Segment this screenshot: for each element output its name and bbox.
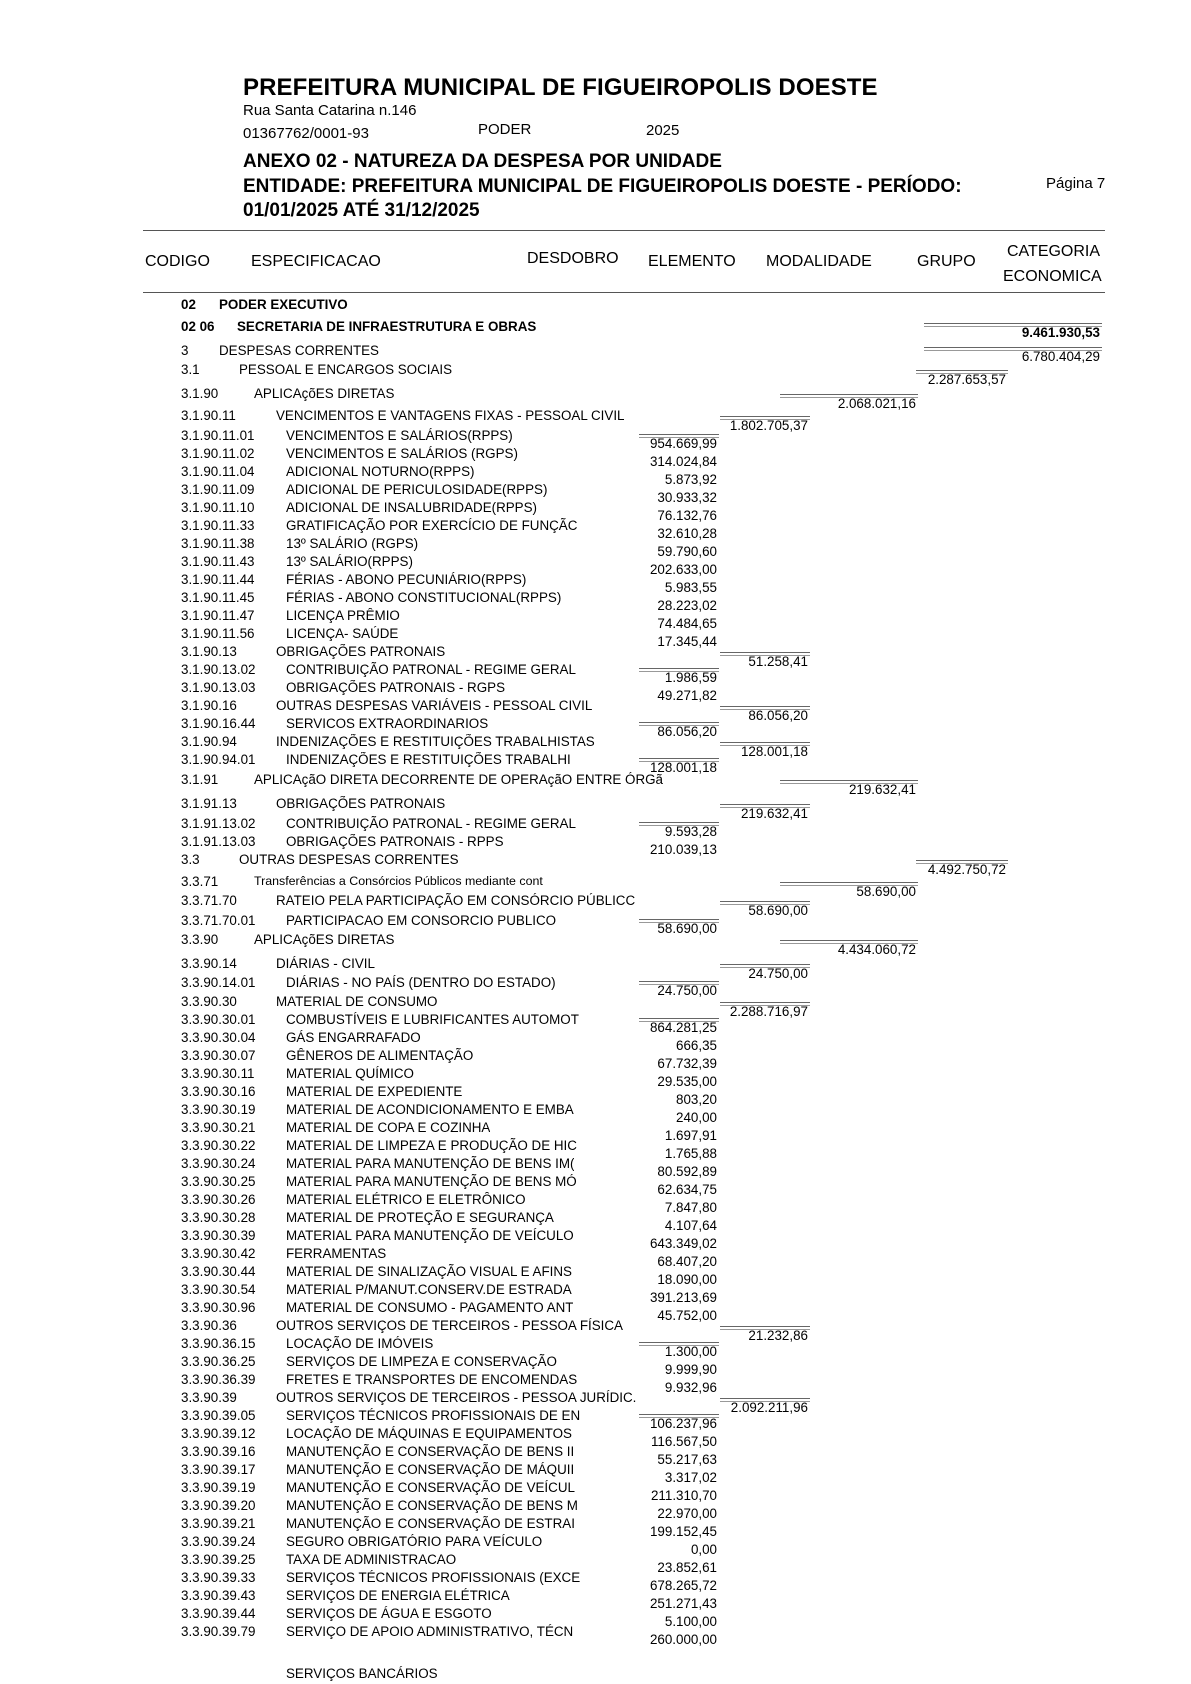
row-desdobro-value: 74.484,65 bbox=[657, 616, 717, 631]
row-description: INDENIZAÇÕES E RESTITUIÇÕES TRABALHI bbox=[286, 752, 571, 767]
row-desdobro-value: 864.281,25 bbox=[649, 1020, 717, 1035]
row-code: 3.3.90.39.43 bbox=[181, 1588, 256, 1603]
row-description: OBRIGAÇÕES PATRONAIS bbox=[276, 644, 446, 659]
row-code: 3.3.71.70 bbox=[181, 893, 237, 908]
row-code: 3.1.90.11.01 bbox=[181, 428, 255, 443]
row-description: FERRAMENTAS bbox=[286, 1246, 387, 1261]
row-grupo-value: 2.287.653,57 bbox=[927, 372, 1006, 387]
row-description: ADICIONAL NOTURNO(RPPS) bbox=[286, 464, 475, 479]
row-desdobro-value: 260.000,00 bbox=[649, 1632, 717, 1647]
row-code: 3.3.90.39.19 bbox=[181, 1480, 256, 1495]
row-code: 3.3.90.36.25 bbox=[181, 1354, 256, 1369]
value-rule bbox=[720, 1326, 810, 1330]
row-desdobro-value: 24.750,00 bbox=[657, 983, 717, 998]
row-code: 3.1.91.13.03 bbox=[181, 834, 256, 849]
row-code: 3.3.90.14.01 bbox=[181, 975, 256, 990]
value-rule bbox=[924, 347, 1102, 351]
row-code: 3.1.91.13.02 bbox=[181, 816, 256, 831]
row-code: 3.1.90.11.56 bbox=[181, 626, 255, 641]
row-code: 3.3.90.39.05 bbox=[181, 1408, 256, 1423]
row-description: MANUTENÇÃO E CONSERVAÇÃO DE VEÍCUL bbox=[286, 1480, 575, 1495]
row-description: LOCAÇÃO DE IMÓVEIS bbox=[286, 1336, 434, 1351]
row-description: OUTROS SERVIÇOS DE TERCEIROS - PESSOA JURÍDIC. bbox=[276, 1390, 637, 1405]
row-description: LICENÇA PRÊMIO bbox=[286, 608, 400, 623]
row-code: 3.3.90.30.16 bbox=[181, 1084, 256, 1099]
row-desdobro-value: 29.535,00 bbox=[657, 1074, 717, 1089]
row-desdobro-value: 240,00 bbox=[676, 1110, 717, 1125]
row-description: MATERIAL DE EXPEDIENTE bbox=[286, 1084, 463, 1099]
row-desdobro-value: 49.271,82 bbox=[657, 688, 717, 703]
value-rule bbox=[639, 981, 719, 985]
row-desdobro-value: 202.633,00 bbox=[649, 562, 717, 577]
row-desdobro-value: 9.999,90 bbox=[664, 1362, 717, 1377]
row-desdobro-value: 18.090,00 bbox=[657, 1272, 717, 1287]
row-code: 3.3.90.30.21 bbox=[181, 1120, 256, 1135]
row-categoria-value: 6.780.404,29 bbox=[1021, 349, 1100, 364]
row-desdobro-value: 251.271,43 bbox=[649, 1596, 717, 1611]
row-description: ADICIONAL DE PERICULOSIDADE(RPPS) bbox=[286, 482, 548, 497]
row-desdobro-value: 30.933,32 bbox=[657, 490, 717, 505]
row-description: MANUTENÇÃO E CONSERVAÇÃO DE ESTRAI bbox=[286, 1516, 575, 1531]
row-desdobro-value: 45.752,00 bbox=[657, 1308, 717, 1323]
row-code: 3.3.90.39.20 bbox=[181, 1498, 256, 1513]
row-description: VENCIMENTOS E SALÁRIOS (RGPS) bbox=[286, 446, 518, 461]
row-code: 3.1.90.11.09 bbox=[181, 482, 255, 497]
row-description: OBRIGAÇÕES PATRONAIS - RPPS bbox=[286, 834, 504, 849]
row-code: 3.1.90.94.01 bbox=[181, 752, 256, 767]
value-rule bbox=[720, 901, 810, 905]
row-code: 3.3.90.36.39 bbox=[181, 1372, 256, 1387]
row-code: 3.3.90.39.24 bbox=[181, 1534, 256, 1549]
row-code: 3.3.90.30.28 bbox=[181, 1210, 256, 1225]
value-rule bbox=[780, 780, 918, 784]
value-rule bbox=[720, 652, 810, 656]
col-grupo: GRUPO bbox=[917, 253, 976, 270]
row-elemento-value: 51.258,41 bbox=[748, 654, 808, 669]
value-rule bbox=[720, 964, 810, 968]
row-description: 13º SALÁRIO(RPPS) bbox=[286, 554, 413, 569]
row-modalidade-value: 219.632,41 bbox=[848, 782, 916, 797]
row-desdobro-value: 391.213,69 bbox=[649, 1290, 717, 1305]
row-code: 3.3.90.30.24 bbox=[181, 1156, 256, 1171]
row-desdobro-value: 80.592,89 bbox=[657, 1164, 717, 1179]
row-description: MATERIAL DE ACONDICIONAMENTO E EMBA bbox=[286, 1102, 574, 1117]
row-description: MATERIAL DE CONSUMO - PAGAMENTO ANT bbox=[286, 1300, 574, 1315]
row-code: 3.3.90.30.96 bbox=[181, 1300, 256, 1315]
row-code: 3.3.90.36.15 bbox=[181, 1336, 256, 1351]
row-description: ADICIONAL DE INSALUBRIDADE(RPPS) bbox=[286, 500, 538, 515]
row-elemento-value: 1.802.705,37 bbox=[729, 418, 808, 433]
row-code: 3.1.90.11.43 bbox=[181, 554, 255, 569]
row-code: 3.3.90.30.04 bbox=[181, 1030, 256, 1045]
row-desdobro-value: 9.932,96 bbox=[664, 1380, 717, 1395]
row-description: MANUTENÇÃO E CONSERVAÇÃO DE BENS II bbox=[286, 1444, 575, 1459]
row-elemento-value: 86.056,20 bbox=[748, 708, 808, 723]
row-code: 3.1.90 bbox=[181, 386, 219, 401]
row-description: CONTRIBUIÇÃO PATRONAL - REGIME GERAL bbox=[286, 662, 576, 677]
row-desdobro-value: 22.970,00 bbox=[657, 1506, 717, 1521]
row-description: SERVIÇOS DE LIMPEZA E CONSERVAÇÃO bbox=[286, 1354, 557, 1369]
row-code: 3.3.90.39.44 bbox=[181, 1606, 256, 1621]
row-description: MATERIAL DE LIMPEZA E PRODUÇÃO DE HIC bbox=[286, 1138, 577, 1153]
row-description: CONTRIBUIÇÃO PATRONAL - REGIME GERAL bbox=[286, 816, 576, 831]
row-desdobro-value: 76.132,76 bbox=[657, 508, 717, 523]
row-code: 3.1.90.11.44 bbox=[181, 572, 255, 587]
row-description: 13º SALÁRIO (RGPS) bbox=[286, 536, 419, 551]
row-desdobro-value: 7.847,80 bbox=[664, 1200, 717, 1215]
row-desdobro-value: 678.265,72 bbox=[649, 1578, 717, 1593]
row-description: APLICAçõES DIRETAS bbox=[254, 386, 395, 401]
row-code: 3.3.90.39.25 bbox=[181, 1552, 256, 1567]
row-description: VENCIMENTOS E SALÁRIOS(RPPS) bbox=[286, 428, 513, 443]
row-code: 3.1.90.13.02 bbox=[181, 662, 256, 677]
row-description: APLICAçãO DIRETA DECORRENTE DE OPERAçãO ENTRE ÓRGã bbox=[254, 772, 663, 787]
row-description: APLICAçõES DIRETAS bbox=[254, 932, 395, 947]
row-code: 3.3.90.30.44 bbox=[181, 1264, 256, 1279]
row-code: 3.3.90 bbox=[181, 932, 219, 947]
row-description: GÁS ENGARRAFADO bbox=[286, 1030, 421, 1045]
row-code: 3.1.90.11.45 bbox=[181, 590, 255, 605]
row-desdobro-value: 314.024,84 bbox=[649, 454, 717, 469]
row-elemento-value: 2.288.716,97 bbox=[729, 1004, 808, 1019]
entity-line-1: ENTIDADE: PREFEITURA MUNICIPAL DE FIGUEIROPOLIS DOESTE - PERÍODO: bbox=[243, 176, 962, 197]
row-desdobro-value: 1.697,91 bbox=[664, 1128, 717, 1143]
value-rule bbox=[720, 1398, 810, 1402]
col-desdobro: DESDOBRO bbox=[527, 250, 619, 267]
row-desdobro-value: 28.223,02 bbox=[657, 598, 717, 613]
row-description: Transferências a Consórcios Públicos mediante cont bbox=[254, 874, 543, 888]
col-elemento: ELEMENTO bbox=[648, 253, 736, 270]
row-desdobro-value: 55.217,63 bbox=[657, 1452, 717, 1467]
row-modalidade-value: 58.690,00 bbox=[856, 884, 916, 899]
row-desdobro-value: 23.852,61 bbox=[657, 1560, 717, 1575]
row-elemento-value: 24.750,00 bbox=[748, 966, 808, 981]
row-code: 3.1.90.11.33 bbox=[181, 518, 255, 533]
row-code: 3.1.91.13 bbox=[181, 796, 237, 811]
row-description: PARTICIPACAO EM CONSORCIO PUBLICO bbox=[286, 913, 557, 928]
row-code: 3.1.90.13 bbox=[181, 644, 237, 659]
row-description: MATERIAL QUÍMICO bbox=[286, 1066, 414, 1081]
row-desdobro-value: 1.300,00 bbox=[664, 1344, 717, 1359]
continuation-text: SERVIÇOS BANCÁRIOS bbox=[286, 1666, 438, 1681]
row-description: MATERIAL PARA MANUTENÇÃO DE VEÍCULO bbox=[286, 1228, 574, 1243]
row-elemento-value: 128.001,18 bbox=[740, 744, 808, 759]
row-desdobro-value: 199.152,45 bbox=[649, 1524, 717, 1539]
value-rule bbox=[720, 706, 810, 710]
row-desdobro-value: 68.407,20 bbox=[657, 1254, 717, 1269]
row-code: 3.1.90.11.02 bbox=[181, 446, 255, 461]
row-code: 3.3.90.30.22 bbox=[181, 1138, 256, 1153]
year: 2025 bbox=[646, 122, 680, 139]
row-desdobro-value: 116.567,50 bbox=[650, 1434, 717, 1449]
entity-line-2: 01/01/2025 ATÉ 31/12/2025 bbox=[243, 200, 480, 221]
row-description: MATERIAL ELÉTRICO E ELETRÔNICO bbox=[286, 1192, 526, 1207]
value-rule bbox=[720, 416, 810, 420]
row-elemento-value: 21.232,86 bbox=[748, 1328, 808, 1343]
row-description: SERVIÇOS TÉCNICOS PROFISSIONAIS (EXCE bbox=[286, 1570, 581, 1585]
row-categoria-value: 9.461.930,53 bbox=[1021, 325, 1100, 340]
row-description: INDENIZAÇÕES E RESTITUIÇÕES TRABALHISTAS bbox=[276, 734, 595, 749]
value-rule bbox=[720, 742, 810, 746]
row-description: OBRIGAÇÕES PATRONAIS bbox=[276, 796, 446, 811]
col-codigo: CODIGO bbox=[145, 253, 210, 270]
row-desdobro-value: 5.100,00 bbox=[664, 1614, 717, 1629]
row-description: OUTRAS DESPESAS VARIÁVEIS - PESSOAL CIVIL bbox=[276, 698, 593, 713]
value-rule bbox=[639, 722, 719, 726]
value-rule bbox=[639, 434, 719, 438]
row-description: OUTROS SERVIÇOS DE TERCEIROS - PESSOA FÍSICA bbox=[276, 1318, 623, 1333]
row-code: 3.3.90.39.33 bbox=[181, 1570, 256, 1585]
row-desdobro-value: 86.056,20 bbox=[657, 724, 717, 739]
row-description: MATERIAL PARA MANUTENÇÃO DE BENS MÓ bbox=[286, 1174, 577, 1189]
row-code: 3.1.90.16.44 bbox=[181, 716, 256, 731]
row-code: 3.3 bbox=[181, 852, 200, 867]
row-description: SERVICOS EXTRAORDINARIOS bbox=[286, 716, 489, 731]
row-description: MATERIAL PARA MANUTENÇÃO DE BENS IM( bbox=[286, 1156, 575, 1171]
row-code: 3.1.90.94 bbox=[181, 734, 237, 749]
poder-label: PODER bbox=[478, 121, 532, 138]
row-modalidade-value: 2.068.021,16 bbox=[837, 396, 916, 411]
col-economica: ECONOMICA bbox=[1003, 268, 1102, 285]
row-description: MANUTENÇÃO E CONSERVAÇÃO DE BENS M bbox=[286, 1498, 578, 1513]
row-description: FÉRIAS - ABONO CONSTITUCIONAL(RPPS) bbox=[286, 590, 562, 605]
value-rule bbox=[639, 668, 719, 672]
row-description: MATERIAL DE CONSUMO bbox=[276, 994, 438, 1009]
row-code: 3.3.90.39.12 bbox=[181, 1426, 256, 1441]
col-especificacao: ESPECIFICACAO bbox=[251, 253, 381, 270]
row-desdobro-value: 58.690,00 bbox=[657, 921, 717, 936]
page-number: Página 7 bbox=[1046, 175, 1106, 192]
row-code: 3.3.90.30.26 bbox=[181, 1192, 256, 1207]
row-desdobro-value: 1.986,59 bbox=[664, 670, 717, 685]
row-desdobro-value: 4.107,64 bbox=[664, 1218, 717, 1233]
row-description: SERVIÇOS DE ENERGIA ELÉTRICA bbox=[286, 1588, 510, 1603]
row-elemento-value: 2.092.211,96 bbox=[730, 1400, 808, 1415]
row-description: DESPESAS CORRENTES bbox=[219, 343, 379, 358]
row-description: VENCIMENTOS E VANTAGENS FIXAS - PESSOAL CIVIL bbox=[276, 408, 625, 423]
value-rule bbox=[639, 1342, 719, 1346]
annex-title: ANEXO 02 - NATUREZA DA DESPESA POR UNIDADE bbox=[243, 151, 722, 172]
value-rule bbox=[639, 919, 719, 923]
row-code: 3.3.90.39 bbox=[181, 1390, 237, 1405]
value-rule bbox=[720, 804, 810, 808]
row-desdobro-value: 106.237,96 bbox=[649, 1416, 717, 1431]
row-desdobro-value: 643.349,02 bbox=[649, 1236, 717, 1251]
row-desdobro-value: 0,00 bbox=[690, 1542, 717, 1557]
row-description: FÉRIAS - ABONO PECUNIÁRIO(RPPS) bbox=[286, 572, 527, 587]
row-code: 3.1.90.11 bbox=[181, 408, 236, 423]
row-code: 3.3.90.36 bbox=[181, 1318, 237, 1333]
row-code: 3.1.90.11.10 bbox=[181, 500, 255, 515]
value-rule bbox=[639, 758, 719, 762]
row-description: FRETES E TRANSPORTES DE ENCOMENDAS bbox=[286, 1372, 578, 1387]
row-description: OUTRAS DESPESAS CORRENTES bbox=[239, 852, 459, 867]
row-description: PODER EXECUTIVO bbox=[219, 297, 348, 312]
row-description: OBRIGAÇÕES PATRONAIS - RGPS bbox=[286, 680, 505, 695]
row-desdobro-value: 666,35 bbox=[676, 1038, 717, 1053]
row-description: MATERIAL DE PROTEÇÃO E SEGURANÇA bbox=[286, 1210, 554, 1225]
value-rule bbox=[639, 1414, 719, 1418]
row-code: 3.3.71 bbox=[181, 874, 219, 889]
row-code: 3.3.90.30 bbox=[181, 994, 237, 1009]
row-code: 02 06 bbox=[181, 319, 215, 334]
value-rule bbox=[780, 394, 918, 398]
col-categoria: CATEGORIA bbox=[1007, 243, 1101, 260]
row-description: TAXA DE ADMINISTRACAO bbox=[286, 1552, 457, 1567]
row-description: GÊNEROS DE ALIMENTAÇÃO bbox=[286, 1048, 474, 1063]
row-description: LICENÇA- SAÚDE bbox=[286, 626, 399, 641]
row-desdobro-value: 17.345,44 bbox=[657, 634, 717, 649]
row-code: 3.1.90.13.03 bbox=[181, 680, 256, 695]
row-description: DIÁRIAS - NO PAÍS (DENTRO DO ESTADO) bbox=[286, 975, 556, 990]
row-description: SERVIÇO DE APOIO ADMINISTRATIVO, TÉCN bbox=[286, 1624, 574, 1639]
row-code: 3 bbox=[181, 343, 189, 358]
row-description: GRATIFICAÇÃO POR EXERCÍCIO DE FUNÇÃC bbox=[286, 518, 578, 533]
row-code: 3.1.90.11.04 bbox=[181, 464, 255, 479]
row-description: SERVIÇOS DE ÁGUA E ESGOTO bbox=[286, 1606, 492, 1621]
col-modalidade: MODALIDADE bbox=[766, 253, 872, 270]
row-code: 3.3.90.30.19 bbox=[181, 1102, 256, 1117]
row-description: RATEIO PELA PARTICIPAÇÃO EM CONSÓRCIO PÚBLICC bbox=[276, 893, 636, 908]
row-desdobro-value: 128.001,18 bbox=[649, 760, 717, 775]
row-description: MANUTENÇÃO E CONSERVAÇÃO DE MÁQUII bbox=[286, 1462, 575, 1477]
row-desdobro-value: 210.039,13 bbox=[649, 842, 717, 857]
address: Rua Santa Catarina n.146 bbox=[243, 102, 417, 119]
row-description: MATERIAL DE SINALIZAÇÃO VISUAL E AFINS bbox=[286, 1264, 572, 1279]
row-desdobro-value: 32.610,28 bbox=[657, 526, 717, 541]
row-description: MATERIAL DE COPA E COZINHA bbox=[286, 1120, 491, 1135]
row-description: SEGURO OBRIGATÓRIO PARA VEÍCULO bbox=[286, 1534, 543, 1549]
cnpj: 01367762/0001-93 bbox=[243, 125, 369, 142]
row-code: 3.3.90.30.07 bbox=[181, 1048, 256, 1063]
value-rule bbox=[916, 860, 1008, 864]
value-rule bbox=[924, 323, 1102, 327]
row-code: 3.1 bbox=[181, 362, 200, 377]
row-description: DIÁRIAS - CIVIL bbox=[276, 956, 375, 971]
row-desdobro-value: 59.790,60 bbox=[657, 544, 717, 559]
row-code: 3.3.90.39.79 bbox=[181, 1624, 256, 1639]
row-desdobro-value: 1.765,88 bbox=[664, 1146, 717, 1161]
row-code: 3.1.90.16 bbox=[181, 698, 237, 713]
value-rule bbox=[780, 940, 918, 944]
row-code: 3.3.90.14 bbox=[181, 956, 237, 971]
row-description: SECRETARIA DE INFRAESTRUTURA E OBRAS bbox=[237, 319, 537, 334]
row-desdobro-value: 954.669,99 bbox=[649, 436, 717, 451]
row-code: 3.3.90.30.25 bbox=[181, 1174, 256, 1189]
row-description: PESSOAL E ENCARGOS SOCIAIS bbox=[239, 362, 453, 377]
value-rule bbox=[780, 882, 918, 886]
value-rule bbox=[720, 1002, 810, 1006]
row-modalidade-value: 4.434.060,72 bbox=[837, 942, 916, 957]
row-code: 3.1.90.11.47 bbox=[181, 608, 255, 623]
value-rule bbox=[916, 370, 1008, 374]
row-desdobro-value: 67.732,39 bbox=[657, 1056, 717, 1071]
row-code: 3.3.90.30.39 bbox=[181, 1228, 256, 1243]
row-desdobro-value: 62.634,75 bbox=[657, 1182, 717, 1197]
row-desdobro-value: 211.310,70 bbox=[650, 1488, 717, 1503]
row-description: MATERIAL P/MANUT.CONSERV.DE ESTRADA bbox=[286, 1282, 572, 1297]
row-desdobro-value: 9.593,28 bbox=[664, 824, 717, 839]
row-description: LOCAÇÃO DE MÁQUINAS E EQUIPAMENTOS bbox=[286, 1426, 572, 1441]
row-code: 02 bbox=[181, 297, 196, 312]
row-desdobro-value: 5.873,92 bbox=[664, 472, 717, 487]
row-code: 3.3.90.39.16 bbox=[181, 1444, 256, 1459]
row-desdobro-value: 803,20 bbox=[676, 1092, 717, 1107]
organization-title: PREFEITURA MUNICIPAL DE FIGUEIROPOLIS DOESTE bbox=[243, 74, 878, 101]
row-code: 3.3.71.70.01 bbox=[181, 913, 256, 928]
row-code: 3.1.91 bbox=[181, 772, 219, 787]
row-code: 3.3.90.39.21 bbox=[181, 1516, 256, 1531]
row-description: COMBUSTÍVEIS E LUBRIFICANTES AUTOMOT bbox=[286, 1012, 579, 1027]
row-code: 3.1.90.11.38 bbox=[181, 536, 255, 551]
row-code: 3.3.90.39.17 bbox=[181, 1462, 256, 1477]
row-desdobro-value: 5.983,55 bbox=[664, 580, 717, 595]
value-rule bbox=[639, 822, 719, 826]
row-desdobro-value: 3.317,02 bbox=[664, 1470, 717, 1485]
row-elemento-value: 219.632,41 bbox=[740, 806, 808, 821]
row-code: 3.3.90.30.54 bbox=[181, 1282, 256, 1297]
row-description: SERVIÇOS TÉCNICOS PROFISSIONAIS DE EN bbox=[286, 1408, 581, 1423]
row-code: 3.3.90.30.01 bbox=[181, 1012, 256, 1027]
row-code: 3.3.90.30.42 bbox=[181, 1246, 256, 1261]
row-grupo-value: 4.492.750,72 bbox=[927, 862, 1006, 877]
value-rule bbox=[639, 1018, 719, 1022]
row-elemento-value: 58.690,00 bbox=[748, 903, 808, 918]
row-code: 3.3.90.30.11 bbox=[181, 1066, 255, 1081]
